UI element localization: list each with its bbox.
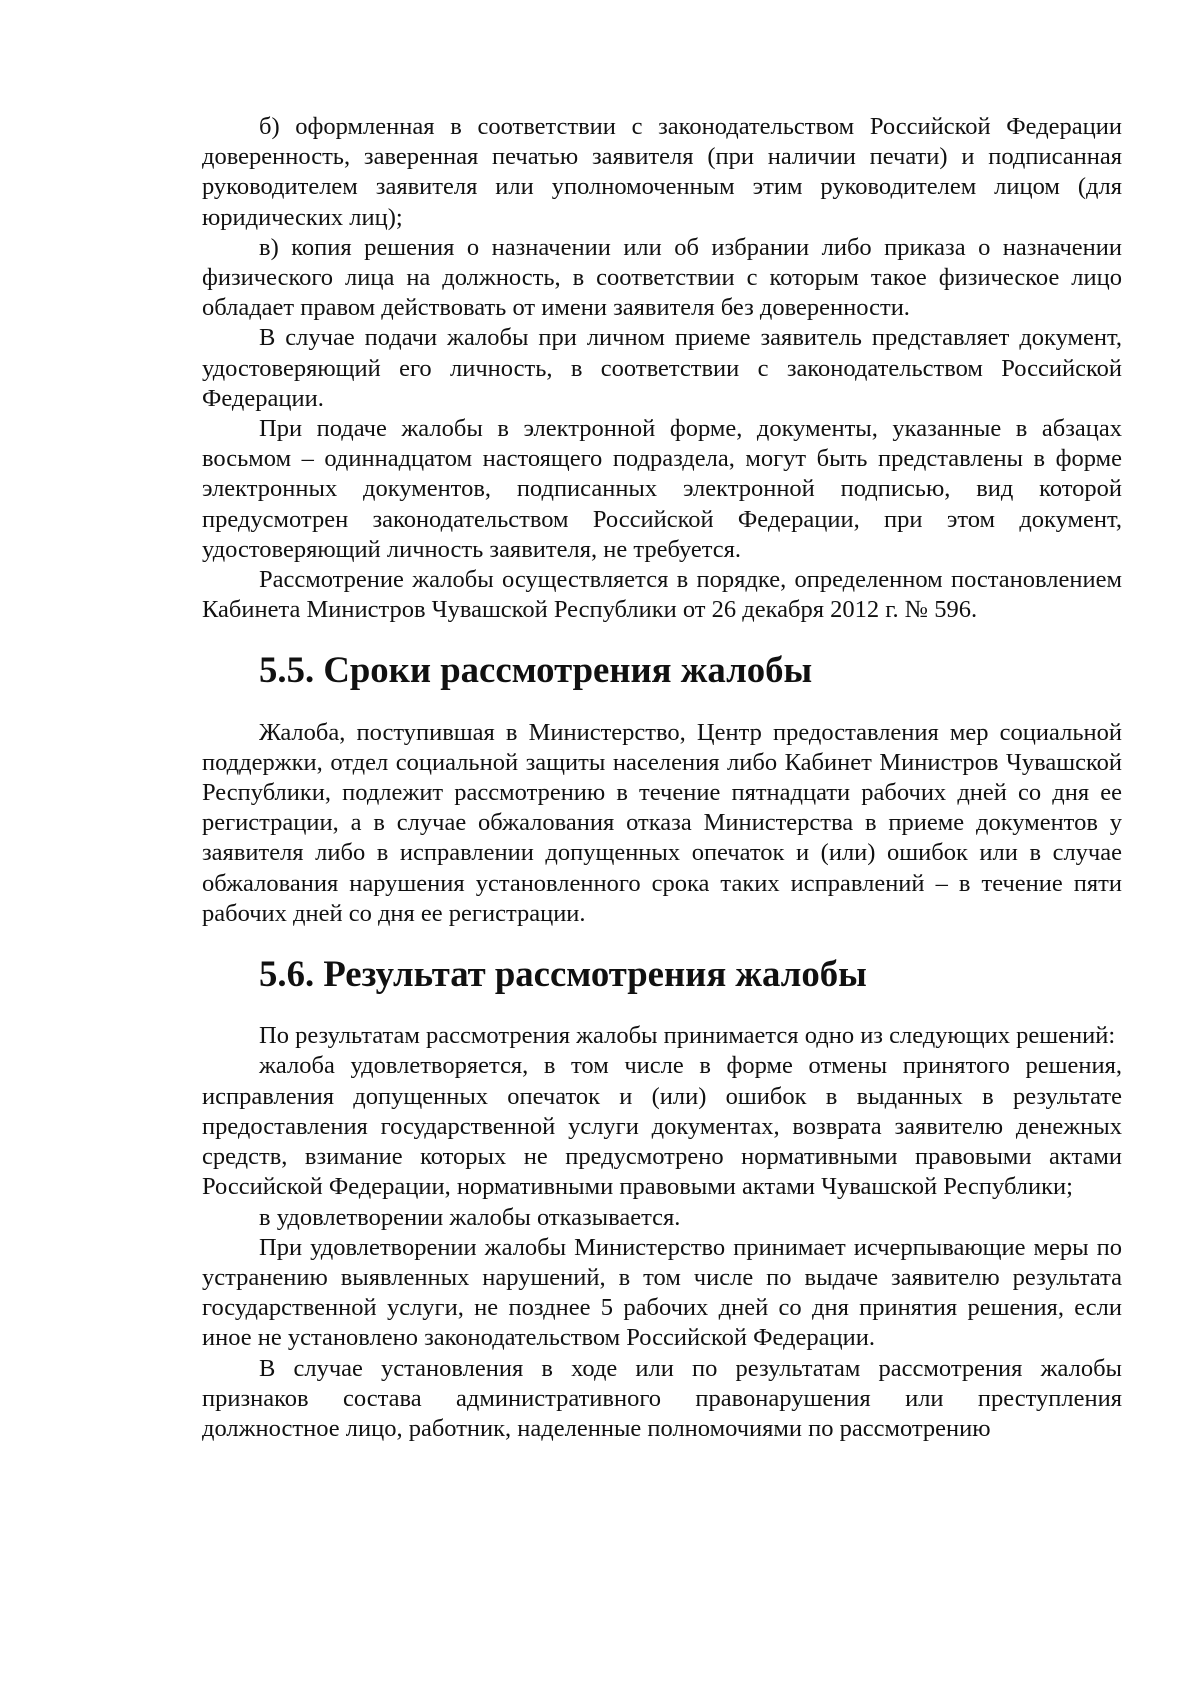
paragraph-complaint-rejected: в удовлетворении жалобы отказывается. — [259, 1203, 681, 1231]
document-page — [202, 112, 1122, 1444]
paragraph-review-procedure: Рассмотрение жалобы осуществляется в порядке, определенном постановлением Кабинета Министров Чувашской Республики от 26 декабря 2012 г. № 596. — [202, 566, 1122, 624]
paragraph-personal-reception: В случае подачи жалобы при личном приеме заявитель представляет документ, удостоверяющий его личность, в соответствии с законодательством Российской Федерации. — [202, 324, 1122, 412]
section-heading-5-5: 5.5. Сроки рассмотрения жалобы — [259, 649, 813, 691]
paragraph-review-deadlines: Жалоба, поступившая в Министерство, Центр предоставления мер социальной поддержки, отдел социальной защиты населения либо Кабинет Министров Чувашской Республики, подлежит рассмотрению в течение пятнадцати рабочих дней со дня ее регистрации, а в случае обжалования отказа Министерства в приеме документов у заявителя либо в исправлении допущенных опечаток и (или) ошибок или в случае обжалования нарушения установленного срока таких исправлений – в течение пяти рабочих дней со дня ее регистрации. — [202, 718, 1122, 927]
paragraph-appointment-copy: в) копия решения о назначении или об избрании либо приказа о назначении физического лица на должность, в соответствии с которым такое физическое лицо обладает правом действовать от имени заявителя без доверенности. — [202, 233, 1122, 322]
paragraph-remedial-measures: При удовлетворении жалобы Министерство принимает исчерпывающие меры по устранению выявленных нарушений, в том числе по выдаче заявителю результата государственной услуги, не позднее 5 рабочих дней со дня принятия решения, если иное не установлено законодательством Российской Федерации. — [202, 1233, 1122, 1352]
paragraph-power-of-attorney: б) оформленная в соответствии с законодательством Российской Федерации доверенность, заверенная печатью заявителя (при наличии печати) и подписанная руководителем заявителя или уполномоченным этим руководителем лицом (для юридических лиц); — [202, 113, 1122, 231]
paragraph-complaint-satisfied: жалоба удовлетворяется, в том числе в форме отмены принятого решения, исправления допущенных опечаток и (или) ошибок в выданных в результате предоставления государственной услуги документах, возврата заявителю денежных средств, взимание которых не предусмотрено нормативными правовыми актами Российской Федерации, нормативными правовыми актами Чувашской Республики; — [202, 1052, 1122, 1201]
paragraph-offense-indicators: В случае установления в ходе или по результатам рассмотрения жалобы признаков состава административного правонарушения или преступления должностное лицо, работник, наделенные полномочиями по рассмотрению — [202, 1354, 1122, 1442]
paragraph-electronic-form: При подаче жалобы в электронной форме, документы, указанные в абзацах восьмом – одиннадцатом настоящего подраздела, могут быть представлены в форме электронных документов, подписанных электронной подписью, вид которой предусмотрен законодательством Российской Федерации, при этом документ, удостоверяющий личность заявителя, не требуется. — [202, 415, 1122, 563]
paragraph-decision-options: По результатам рассмотрения жалобы принимается одно из следующих решений: — [259, 1022, 1116, 1050]
section-heading-5-6: 5.6. Результат рассмотрения жалобы — [259, 953, 867, 995]
